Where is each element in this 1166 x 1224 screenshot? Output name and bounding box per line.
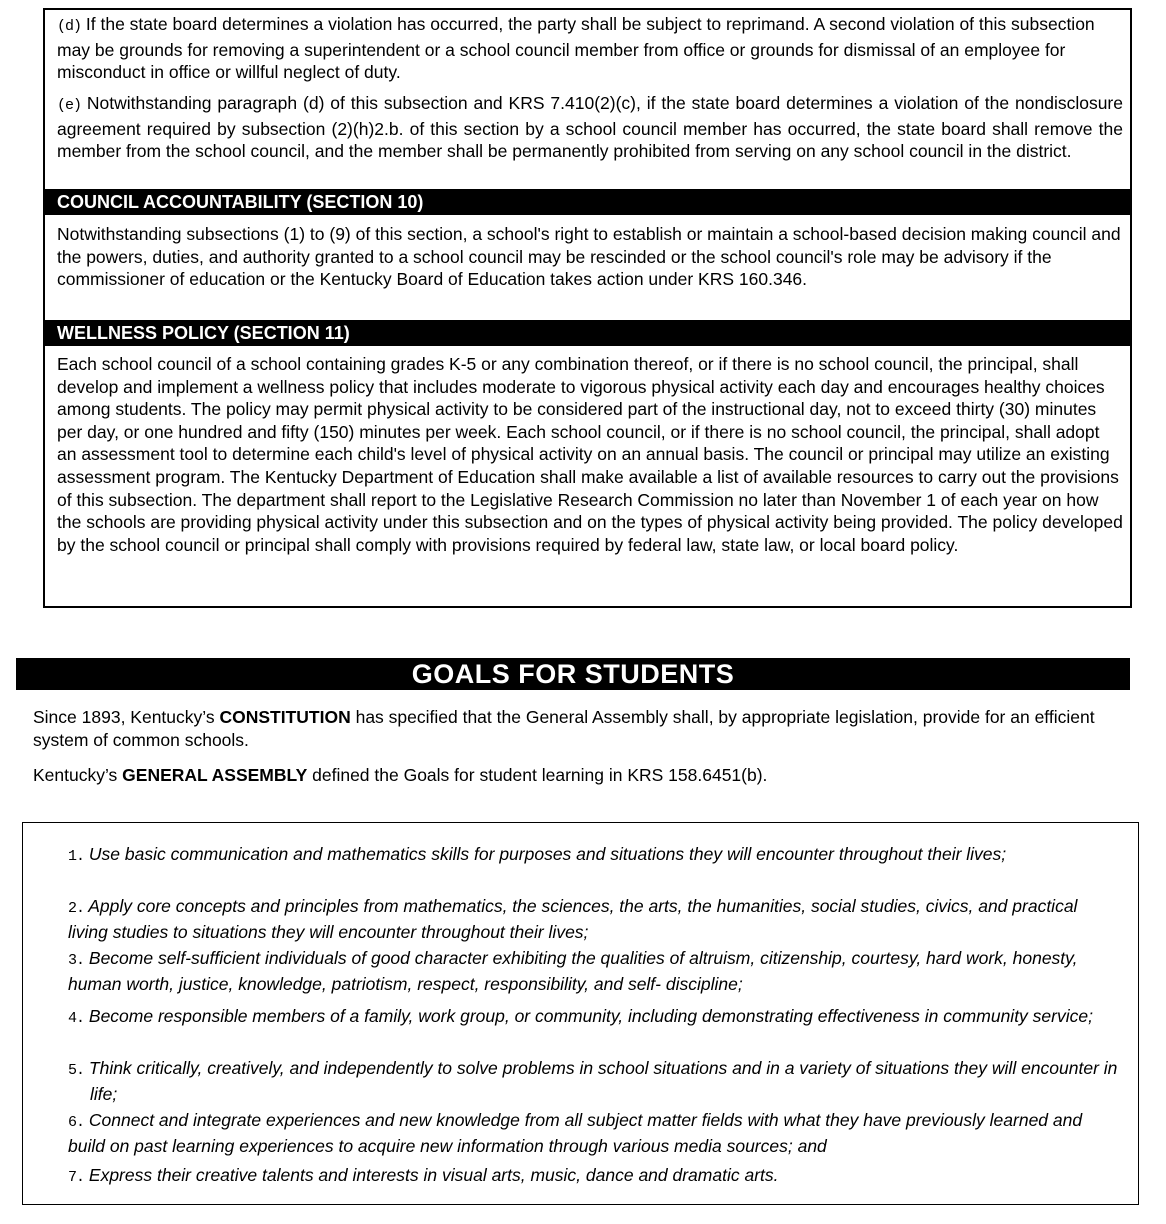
intro-text: Since 1893, Kentucky’s [33, 707, 220, 727]
goals-banner: GOALS FOR STUDENTS [16, 658, 1130, 690]
goal-text: Become self-sufficient individuals of good character exhibiting the qualities of altruism, citizenship, courtesy, hard work, honesty, human worth, justice, knowledge, patriotism, respect, responsibility, and self- discipline; [68, 948, 1078, 994]
intro-constitution [33, 706, 1123, 751]
goal-number: 5. [68, 1062, 85, 1079]
goal-number: 4. [68, 1010, 85, 1027]
section-10-text: Notwithstanding subsections (1) to (9) of this section, a school's right to establish or maintain a school-based decision making council and the powers, duties, and authority granted to a school council may be rescinded or the school council's role may be advisory if the commissioner of education or the Kentucky Board of Education takes action under KRS 160.346. [57, 224, 1121, 290]
paragraph-marker: (e) [57, 97, 82, 114]
goal-item [68, 895, 1118, 943]
paragraph-text: Notwithstanding paragraph (d) of this subsection and KRS 7.410(2)(c), if the state board determines a violation of the nondisclosure agreement required by subsection (2)(h)2.b. of this section by a school council member has occurred, the state board shall remove the member from the school council, and the member shall be permanently prohibited from serving on any school council in the district. [57, 93, 1123, 162]
goal-text: Become responsible members of a family, work group, or community, including demonstrating effectiveness in community service; [88, 1006, 1093, 1026]
goal-number: 7. [68, 1169, 85, 1186]
paragraph-e [57, 92, 1123, 163]
intro-emphasis: CONSTITUTION [219, 707, 351, 727]
intro-text: has specified that the General Assembly shall, by appropriate legislation, provide for an efficient system of common schools. [33, 707, 1095, 750]
intro-general-assembly [33, 764, 1123, 787]
goal-number: 6. [68, 1114, 85, 1131]
section-11-heading: WELLNESS POLICY (SECTION 11) [43, 320, 1132, 346]
goal-item [68, 1109, 1118, 1157]
goal-text: Apply core concepts and principles from mathematics, the sciences, the arts, the humanities, social studies, civics, and practical living studies to situations they will encounter throughout their lives; [68, 896, 1078, 942]
intro-text: defined the Goals for student learning in KRS 158.6451(b). [307, 765, 768, 785]
intro-emphasis: GENERAL ASSEMBLY [122, 765, 308, 785]
goal-text: Express their creative talents and interests in visual arts, music, dance and dramatic arts. [88, 1165, 779, 1185]
goal-text: Think critically, creatively, and independently to solve problems in school situations and in a variety of situations they will encounter in life; [88, 1058, 1118, 1104]
paragraph-d [57, 13, 1123, 84]
goal-number: 2. [68, 900, 85, 917]
goal-item [68, 947, 1118, 995]
intro-text: Kentucky’s [33, 765, 123, 785]
section-11-text: Each school council of a school containing grades K-5 or any combination thereof, or if there is no school council, the principal, shall develop and implement a wellness policy that includes moderate to vigorous physical activity each day and encourages healthy choices among students. The policy may permit physical activity to be considered part of the instructional day, not to exceed thirty (30) minutes per day, or one hundred and fifty (150) minutes per week. Each school council, or if there is no school council, the principal, shall adopt an assessment tool to determine each child's level of physical activity on an annual basis. The council or principal may utilize an existing assessment program. The Kentucky Department of Education shall make available a list of available resources to carry out the provisions of this subsection. The department shall report to the Legislative Research Commission no later than November 1 of each year on how the schools are providing physical activity under this subsection and on the types of physical activity being provided. The policy developed by the school council or principal shall comply with provisions required by federal law, state law, or local board policy. [57, 354, 1123, 555]
paragraph-marker: (d) [57, 18, 82, 35]
goals-list-box [22, 822, 1139, 1205]
goal-number: 3. [68, 952, 85, 969]
goal-item [68, 843, 1118, 869]
goal-item [68, 1164, 1118, 1190]
goal-item [68, 1057, 1118, 1105]
goal-item [68, 1005, 1118, 1031]
goal-text: Use basic communication and mathematics skills for purposes and situations they will encounter throughout their lives; [88, 844, 1007, 864]
goal-text: Connect and integrate experiences and new knowledge from all subject matter fields with what they have previously learned and build on past learning experiences to acquire new information through various media sources; and [68, 1110, 1083, 1156]
policy-box [43, 8, 1132, 608]
paragraph-text: If the state board determines a violation has occurred, the party shall be subject to reprimand. A second violation of this subsection may be grounds for removing a superintendent or a school council member from office or grounds for dismissal of an employee for misconduct in office or willful neglect of duty. [57, 14, 1095, 83]
section-10-heading: COUNCIL ACCOUNTABILITY (SECTION 10) [43, 189, 1132, 215]
goal-number: 1. [68, 848, 85, 865]
